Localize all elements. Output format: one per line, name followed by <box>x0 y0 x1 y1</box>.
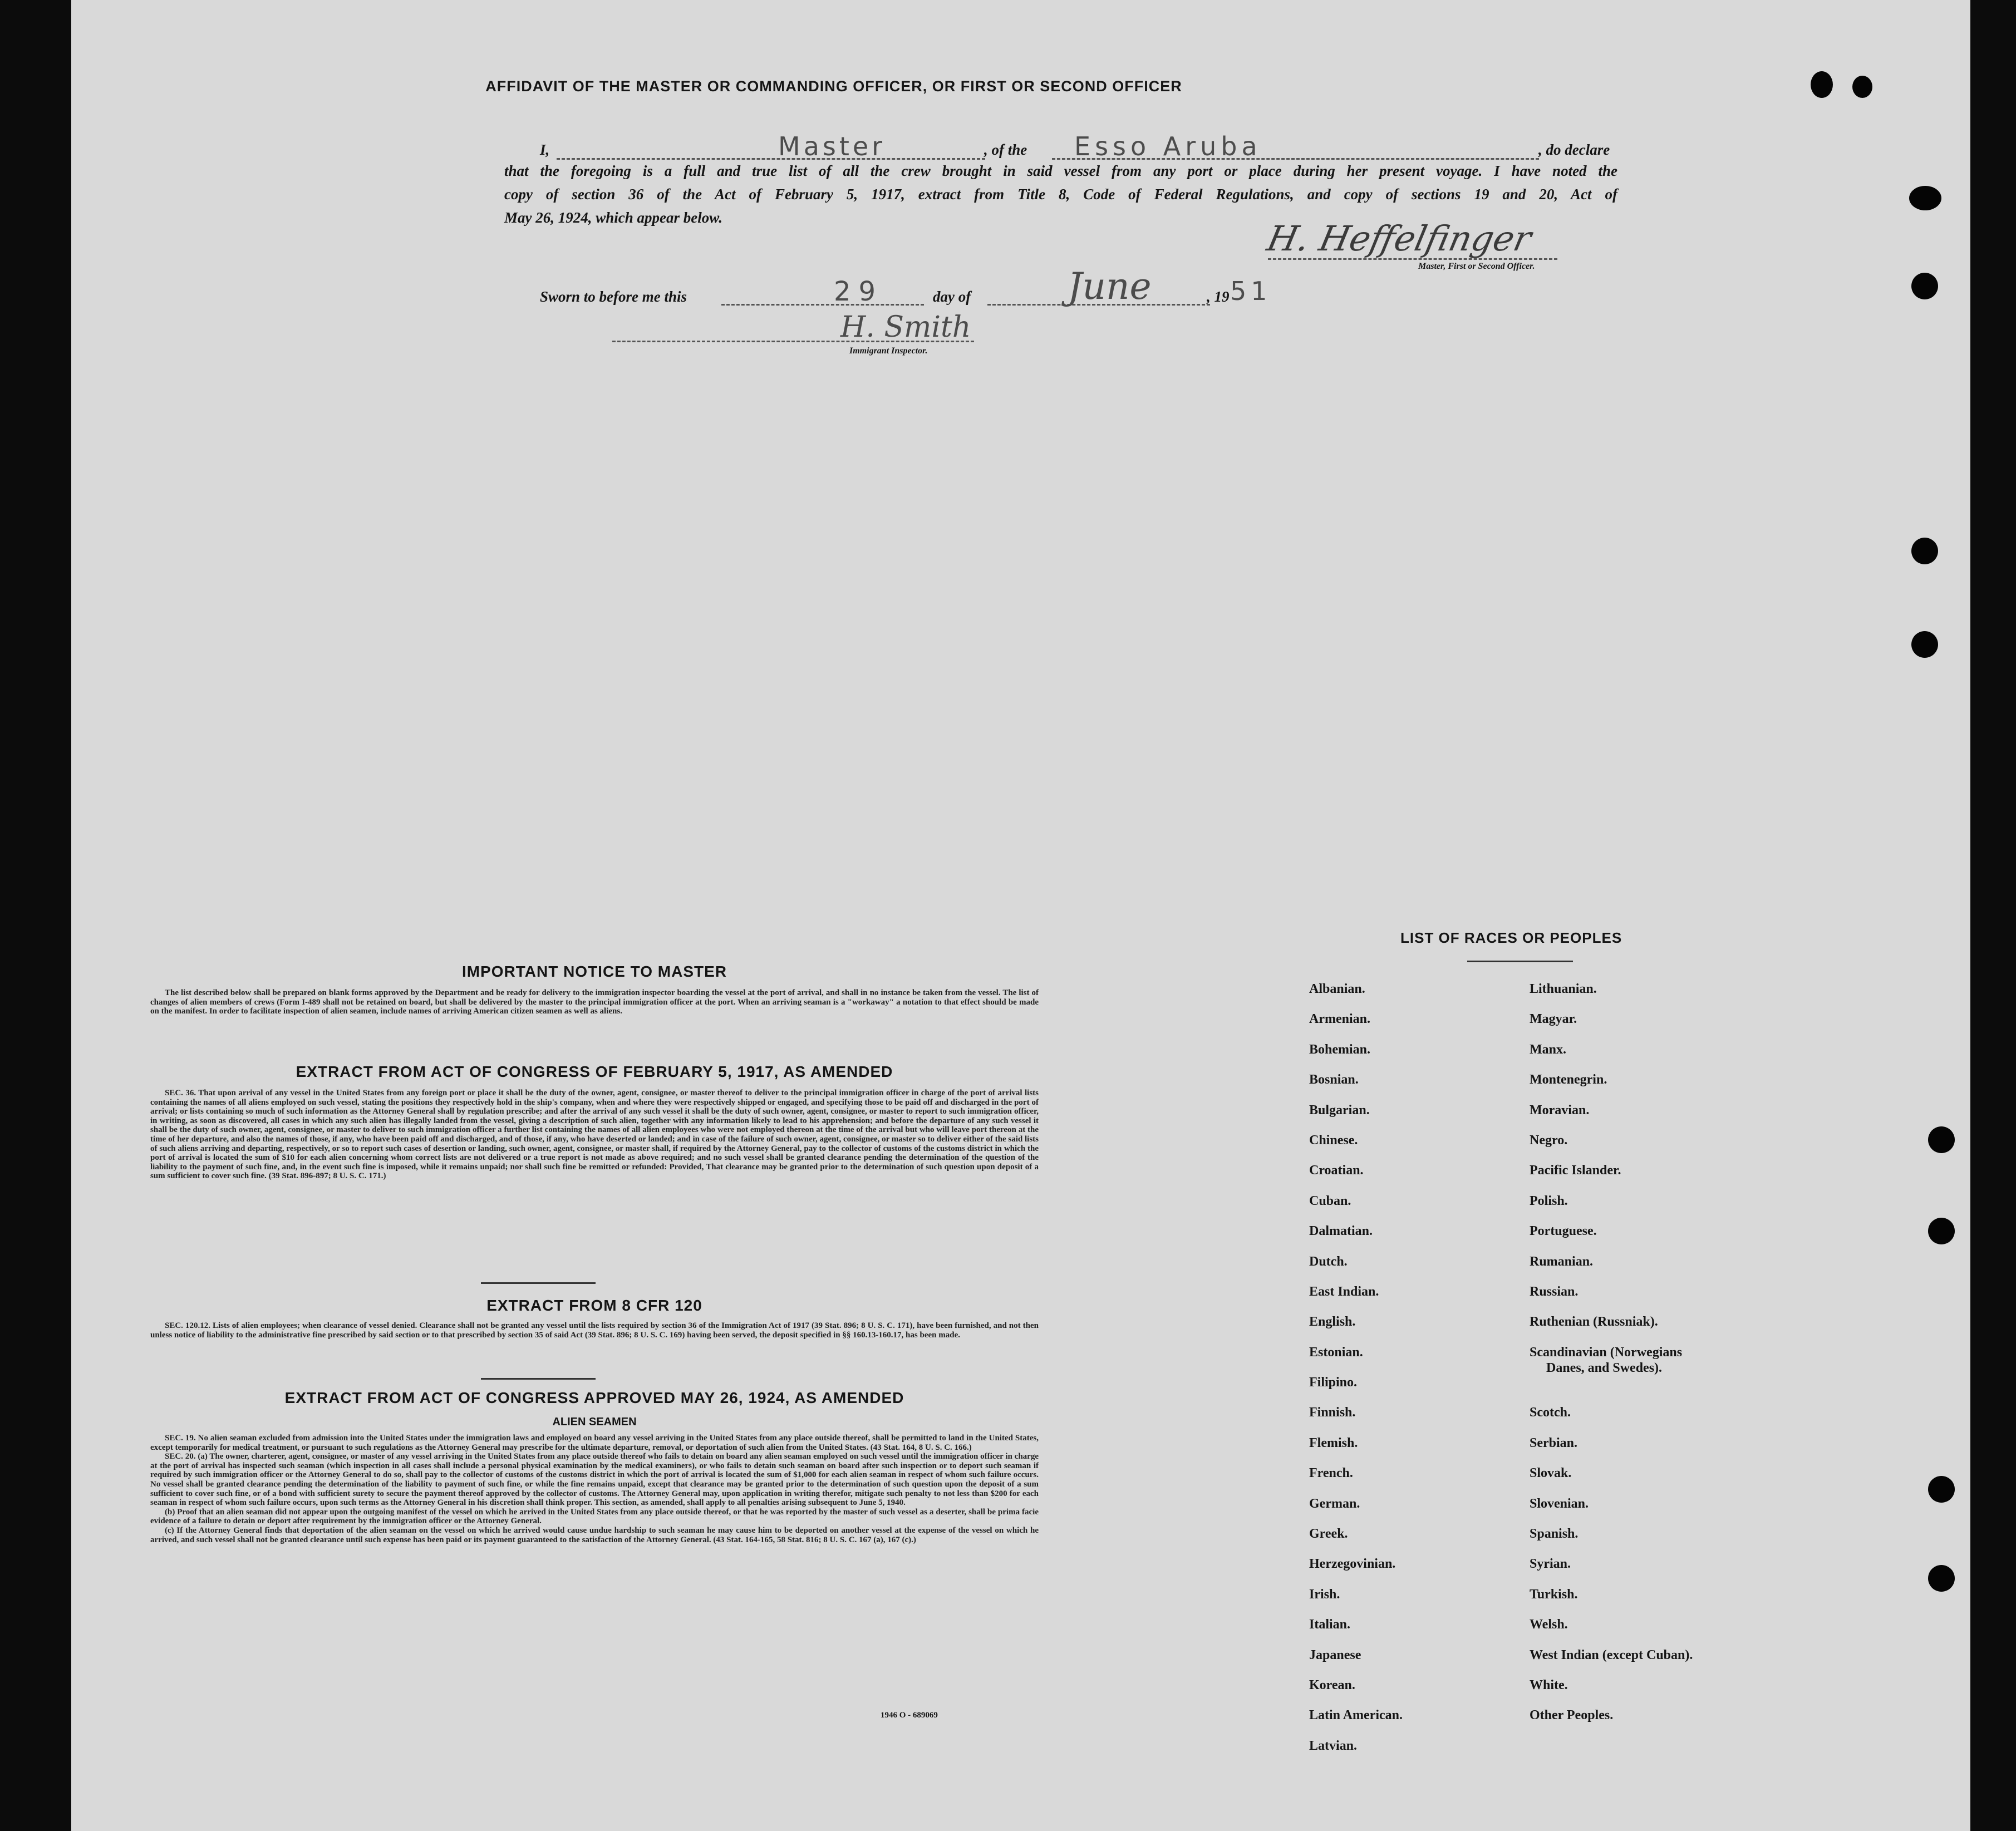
extract-1917-body <box>150 1089 1039 1181</box>
race-item: Slovak. <box>1530 1466 1572 1481</box>
race-item: Pacific Islander. <box>1530 1163 1621 1178</box>
year-prefix: , 19 <box>1207 288 1230 305</box>
race-item: Japanese <box>1309 1647 1361 1662</box>
affidavit-body-line-2: copy of section 36 of the Act of February 5, 1917, extract from Title 8, Code of Federal Regulations, and copy of sections 19 and 20, Act of <box>504 186 1617 203</box>
race-item: Negro. <box>1530 1133 1568 1148</box>
race-item: Albanian. <box>1309 982 1365 996</box>
sec19-paragraph <box>150 1434 1039 1452</box>
race-item: Dalmatian. <box>1309 1224 1373 1239</box>
inspector-signature: H. Smith <box>840 311 971 344</box>
races-left-column <box>1309 981 1403 1768</box>
race-item: German. <box>1309 1496 1360 1511</box>
of-the-label: , of the <box>984 141 1027 158</box>
notice-title: IMPORTANT NOTICE TO MASTER <box>461 963 727 980</box>
race-item: Lithuanian. <box>1530 982 1597 996</box>
month-value: June <box>1068 265 1152 308</box>
race-item: Estonian. <box>1309 1345 1363 1360</box>
notice-body <box>150 988 1039 1016</box>
race-item: Korean. <box>1309 1677 1355 1692</box>
race-item: Croatian. <box>1309 1163 1364 1178</box>
race-item: Flemish. <box>1309 1435 1358 1450</box>
day-of-label: day of <box>933 288 971 305</box>
race-item: Scandinavian (Norwegians <box>1530 1345 1683 1360</box>
sec20b-text: (b) Proof that an alien seaman did not appear upon the outgoing manifest of the vessel on which he arrived in the United States from any place outside thereof, or that he was reported by the master of such vessel as a deserter, shall be prima facie evidence of a failure to detain or deport after requirement by the immigration officer or the Attorney General. <box>150 1507 1039 1526</box>
race-item: Other Peoples. <box>1530 1708 1614 1723</box>
race-item: Armenian. <box>1309 1012 1370 1027</box>
officer-signature: H. Heffelfinger <box>1263 218 1535 259</box>
sec20c-text: (c) If the Attorney General finds that deportation of the alien seaman on the vessel on which he arrived would cause undue hardship to such seaman he may cause him to be deported on another vessel at the expense of the vessel on which he arrived, and such vessel shall not be granted clearance until such expense has been paid or its payment guaranteed to the satisfaction of the Attorney General. (43 Stat. 164-165, 58 Stat. 816; 8 U. S. C. 167 (a), 167 (c).) <box>150 1525 1039 1544</box>
punch-hole <box>1911 538 1938 564</box>
sec20b-paragraph <box>150 1508 1039 1526</box>
race-item: Turkish. <box>1530 1587 1578 1602</box>
punch-hole <box>1909 186 1941 210</box>
races-title-rule <box>1467 961 1573 962</box>
alien-seamen-subtitle: ALIEN SEAMEN <box>552 1416 637 1428</box>
sec20a-text: SEC. 20. (a) The owner, charterer, agent, consignee, or master of any vessel arriving in the United States from any place outside thereof who fails to detain on board any alien seaman employed on such vessel until the immigration officer in charge at the port of arrival has inspected such seaman (which inspection in all cases shall include a personal physical examination by the medical examiners), or who fails to detain such seaman on board after such inspection or to deport such seaman if required by such immigration officer or the Attorney General to do so, shall pay to the collector of customs of the customs district in which the port of arrival is located the sum of $1,000 for each alien seaman in respect of whom such failure occurs. No vessel shall be granted clearance pending the determination of the liability to payment of such fine, or while the fine remains unpaid, except that clearance may be granted prior to the determination of such question upon the deposit of a sum sufficient to cover such fine, or of a bond with sufficient surety to secure the payment thereof approved by the collector of customs. The Attorney General may, upon application in writing therefor, mitigate such penalty to not less than $200 for each seaman in respect of whom such failure occurs, upon such terms as the Attorney General in his discretion shall think proper. This section, as amended, shall apply to all penalties arising subsequent to June 5, 1940. <box>150 1452 1039 1508</box>
punch-hole <box>1911 273 1938 299</box>
race-item: Ruthenian (Russniak). <box>1530 1315 1658 1330</box>
year-value: 51 <box>1230 276 1272 306</box>
i-label: I, <box>540 141 550 158</box>
race-item: Finnish. <box>1309 1405 1356 1420</box>
race-item: Herzegovinian. <box>1309 1557 1396 1572</box>
master-line <box>557 158 985 160</box>
race-item: Polish. <box>1530 1193 1568 1208</box>
race-item: Italian. <box>1309 1617 1351 1632</box>
race-item: Magyar. <box>1530 1012 1577 1027</box>
extract-cfr-title: EXTRACT FROM 8 CFR 120 <box>486 1297 702 1314</box>
day-line <box>721 304 924 306</box>
race-item: Bohemian. <box>1309 1042 1371 1057</box>
race-item: French. <box>1309 1466 1353 1481</box>
punch-hole <box>1928 1126 1955 1153</box>
race-item: Greek. <box>1309 1527 1348 1542</box>
race-item: Russian. <box>1530 1284 1579 1299</box>
officer-caption: Master, First or Second Officer. <box>1418 262 1535 271</box>
punch-hole <box>1911 631 1938 658</box>
race-item: Irish. <box>1309 1587 1340 1602</box>
inspector-caption: Immigrant Inspector. <box>849 346 928 356</box>
affidavit-body-line-3: May 26, 1924, which appear below. <box>504 209 723 226</box>
extract-1917-body-text: SEC. 36. That upon arrival of any vessel in the United States from any foreign port or place it shall be the duty of the owner, agent, consignee, or master thereof to deliver to the principal immigration officer in charge of the port of arrival lists containing the names of all aliens employed on such vessel, stating the positions they respectively hold in the ship's company, when and where they were respectively shipped or engaged, and specifying those to be paid off and discharged in the port of arrival; or lists containing so much of such information as the Attorney General shall by regulation prescribe; and after the arrival of any such vessel it shall be the duty of such owner, agent, consignee, or master to report to such immigration officer, in writing, as soon as discovered, all cases in which any such alien has illegally landed from the vessel, giving a description of such alien, together with any information likely to lead to his apprehension; and before the departure of any such vessel it shall be the duty of such owner, agent, consignee, or master to deliver to such immigration officer a further list containing the names of all alien employees who were not employed thereon at the time of the arrival but who will leave port thereon at the time of her departure, and also the names of those, if any, who have been paid off and discharged, and of those, if any, who have deserted or landed; and in case of the failure of such owner, agent, consignee, or master so to deliver either of the said lists of such aliens arriving and departing, respectively, or so to report such cases of desertion or landing, such owner, agent, consignee, or master shall, if required by the Attorney General, pay to the collector of customs of the customs district in which the port of arrival is located the sum of $10 for each alien concerning whom correct lists are not delivered or a true report is not made as above required; and no such vessel shall be granted clearance pending the determination of the question of the liability to the payment of such fine, and, in the event such fine is imposed, while it remains unpaid; nor shall such fine be remitted or refunded: Provided, That clearance may be granted prior to the determination of such question upon deposit of a sum sufficient to cover such fine. (39 Stat. 896-897; 8 U. S. C. 171.) <box>150 1089 1039 1181</box>
race-item: White. <box>1530 1678 1568 1692</box>
section-divider <box>481 1282 596 1284</box>
race-item: Slovenian. <box>1530 1496 1589 1511</box>
race-item: Bulgarian. <box>1309 1102 1370 1118</box>
races-title: LIST OF RACES OR PEOPLES <box>1400 929 1622 946</box>
race-item: Spanish. <box>1530 1527 1579 1542</box>
sworn-label: Sworn to before me this <box>540 288 687 305</box>
punch-hole <box>1928 1476 1955 1503</box>
day-value: 29 <box>834 276 884 307</box>
race-item: Montenegrin. <box>1530 1072 1607 1087</box>
master-value: Master <box>778 131 886 161</box>
race-item: Serbian. <box>1530 1435 1578 1450</box>
declare-label: , do declare <box>1538 141 1610 158</box>
vessel-value: Esso Aruba <box>1074 131 1262 161</box>
race-item: Rumanian. <box>1530 1254 1594 1269</box>
race-item: Manx. <box>1530 1042 1566 1057</box>
race-item: Welsh. <box>1530 1617 1568 1632</box>
extract-cfr-body <box>150 1321 1039 1340</box>
extract-1924-body <box>150 1434 1039 1544</box>
document-page <box>71 0 1970 1831</box>
race-item: Scotch. <box>1530 1405 1571 1420</box>
section-divider <box>481 1378 596 1380</box>
race-item: Chinese. <box>1309 1133 1358 1148</box>
race-item: East Indian. <box>1309 1284 1379 1299</box>
race-item: West Indian (except Cuban). <box>1530 1647 1693 1662</box>
races-right-column <box>1530 981 1693 1738</box>
race-item: Dutch. <box>1309 1254 1348 1269</box>
sec19-text: SEC. 19. No alien seaman excluded from admission into the United States under the immigration laws and employed on board any vessel arriving in the United States from any place outside thereof, shall be permitted to land in the United States, except temporarily for medical treatment, or pursuant to such regulations as the Attorney General may prescribe for the ultimate departure, removal, or deportation of such alien from the United States. (43 Stat. 164, 8 U. S. C. 166.) <box>150 1434 1039 1452</box>
race-item: Syrian. <box>1530 1557 1571 1572</box>
extract-1917-title: EXTRACT FROM ACT OF CONGRESS OF FEBRUARY 5, 1917, AS AMENDED <box>296 1063 893 1080</box>
race-item: Latvian. <box>1309 1738 1358 1753</box>
affidavit-body-line-1: that the foregoing is a full and true list of all the crew brought in said vessel from any port or place during her present voyage. I have noted the <box>504 163 1617 179</box>
affidavit-title: AFFIDAVIT OF THE MASTER OR COMMANDING OFFICER, OR FIRST OR SECOND OFFICER <box>485 78 1182 95</box>
notice-body-text: The list described below shall be prepared on blank forms approved by the Department and be ready for delivery to the immigration inspector boarding the vessel at the port of arrival, and shall in no instance be taken from the vessel. The list of changes of alien members of crews (Form I-489 shall not be retained on board, but shall be delivered by the master to the principal immigration officer at the port. When an arriving seaman is a "workaway" a notation to that effect should be made on the manifest. In order to facilitate inspection of alien seamen, include names of arriving American citizen seamen as well as aliens. <box>150 988 1039 1016</box>
sec20c-paragraph <box>150 1526 1039 1544</box>
punch-hole <box>1811 71 1833 98</box>
race-item: Portuguese. <box>1530 1224 1597 1239</box>
punch-hole <box>1928 1218 1955 1244</box>
extract-1924-title: EXTRACT FROM ACT OF CONGRESS APPROVED MAY 26, 1924, AS AMENDED <box>284 1389 904 1406</box>
race-item: English. <box>1309 1315 1356 1330</box>
race-item: Danes, and Swedes). <box>1546 1360 1663 1375</box>
race-item: Latin American. <box>1309 1708 1403 1723</box>
race-item: Bosnian. <box>1309 1072 1359 1087</box>
race-item: Moravian. <box>1530 1102 1590 1118</box>
extract-cfr-body-text: SEC. 120.12. Lists of alien employees; when clearance of vessel denied. Clearance shall not be granted any vessel until the lists required by section 36 of the Immigration Act of 1917 (39 Stat. 896; 8 U. S. C. 171), have been furnished, and not then unless notice of liability to the administrative fine prescribed by said section or to that prescribed by section 35 of said Act (39 Stat. 896; 8 U. S. C. 169) having been served, the deposit specified in §§ 160.13-160.17, has been made. <box>150 1321 1039 1340</box>
race-item: Filipino. <box>1309 1375 1358 1390</box>
print-code: 1946 O - 689069 <box>881 1711 938 1720</box>
race-item: Cuban. <box>1309 1193 1351 1208</box>
sec20a-paragraph <box>150 1452 1039 1508</box>
punch-hole <box>1852 76 1872 98</box>
punch-hole <box>1928 1565 1955 1592</box>
